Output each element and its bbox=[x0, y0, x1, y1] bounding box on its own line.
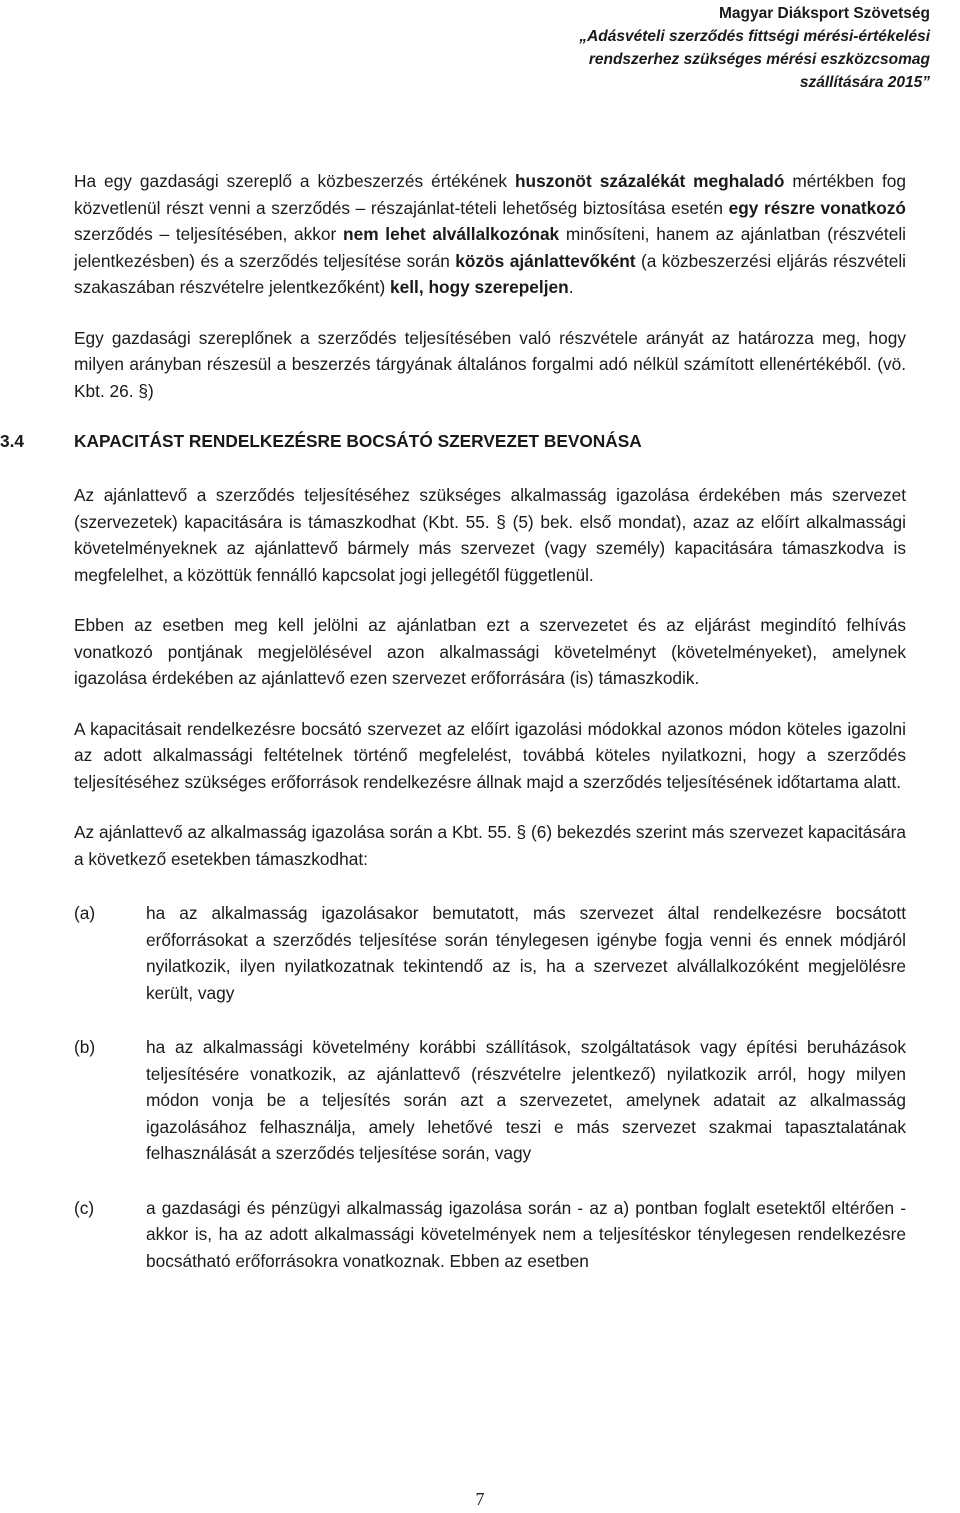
list-item-label: (c) bbox=[74, 1197, 95, 1218]
paragraph-joint-bidder: Ha egy gazdasági szereplő a közbeszerzés értékének huszonöt százalékát meghaladó mértékben fog közvetlenül részt venni a szerződés – részajánlat-tételi lehetőség biztosítása esetén egy részre vonatkozó szerződés – teljesítésében, akkor nem lehet alvállalkozónak minősíteni, hanem az ajánlatban (részvételi jelentkezésben) és a szerződés teljesítése során közös ajánlattevőként (a közbeszerzési eljárás részvételi szakaszában részvételre jelentkezőként) kell, hogy szerepeljen. bbox=[74, 171, 907, 297]
paragraph-participation-ratio: Egy gazdasági szereplőnek a szerződés teljesítésében való részvétele arányát az határozza meg, hogy milyen arányban részesül a beszerzés tárgyának általános forgalmi adó nélkül számított ellenértékéből. (vö. Kbt. 26. §) bbox=[74, 327, 906, 401]
list-item-text: ha az alkalmasság igazolásakor bemutatott, más szervezet által rendelkezésre bocsátott erőforrásokat a szerződés teljesítése során ténylegesen igénybe fogja venni és ennek módjáról nyilatkozik, ilyen nyilatkozatnak tekintendő az is, ha a szervezet alvállalkozóként megjelölésre került, vagy bbox=[146, 903, 906, 1003]
header-title-line-1: „Adásvételi szerződés fittségi mérési-értékelési bbox=[579, 28, 930, 45]
section-heading bbox=[0, 428, 906, 454]
paragraph-capacity: Az ajánlattevő a szerződés teljesítéséhez szükséges alkalmasság igazolása érdekében más szervezet (szervezetek) kapacitására is támaszkodhat (Kbt. 55. § (5) bek. első mondat), azaz az előírt alkalmassági követelményeknek az ajánlattevő bármely más szervezet (vagy személy) kapacitására támaszkodva is megfelelhet, a közöttük fennálló kapcsolat jogi jellegétől függetlenül. bbox=[74, 485, 906, 585]
section-number: 3.4 bbox=[0, 431, 25, 451]
paragraph-designation: Ebben az esetben meg kell jelölni az ajánlatban ezt a szervezetet és az eljárást megindító felhívás vonatkozó pontjának megjelölésével azon alkalmassági követelményt (követelményeket), amelynek igazolása érdekében az ajánlattevő ezen szervezet erőforrására (is) támaszkodik. bbox=[74, 615, 906, 688]
page-number: 7 bbox=[475, 1489, 485, 1509]
list-item-label: (b) bbox=[74, 1037, 96, 1057]
paragraph-verification: A kapacitásait rendelkezésre bocsátó szervezet az előírt igazolási módokkal azonos módon köteles igazolni az adott alkalmassági feltételnek történő megfelelést, továbbá köteles nyilatkozni, hogy a szerződés teljesítéséhez szükséges erőforrások rendelkezésre állnak majd a szerződés teljesítésének időtartama alatt. bbox=[74, 718, 906, 792]
list-item-label: (a) bbox=[74, 903, 96, 923]
list-item-c bbox=[74, 1195, 906, 1275]
section-title: KAPACITÁST RENDELKEZÉSRE BOCSÁTÓ SZERVEZET BEVONÁSA bbox=[74, 431, 642, 451]
document-header bbox=[579, 2, 930, 94]
header-title-line-3: szállítására 2015” bbox=[799, 74, 930, 91]
document-body bbox=[0, 168, 907, 1274]
header-title-line-2: rendszerhez szükséges mérési eszközcsomag bbox=[588, 51, 930, 68]
header-organization: Magyar Diáksport Szövetség bbox=[718, 5, 930, 22]
list-item-b bbox=[74, 1034, 906, 1167]
list-item-text: a gazdasági és pénzügyi alkalmasság igazolása során - az a) pontban foglalt esetektől eltérően - akkor is, ha az adott alkalmassági követelmények nem a teljesítéskor ténylegesen rendelkezésre bocsátható erőforrásokra vonatkoznak. Ebben az esetben bbox=[146, 1197, 906, 1271]
paragraph-cases-intro: Az ajánlattevő az alkalmasság igazolása során a Kbt. 55. § (6) bekezdés szerint más szervezet kapacitására a következő esetekben támaszkodhat: bbox=[74, 822, 906, 869]
list-item-text: ha az alkalmassági követelmény korábbi szállítások, szolgáltatások vagy építési beruházások teljesítésére vonatkozik, az ajánlattevő (részvételre jelentkező) nyilatkozik arról, hogy milyen módon vonja be a teljesítés során azt a szervezetet, amelynek adatait az alkalmasság igazolásához felhasználja, amely lehetővé teszi e más szervezet szakmai tapasztalatának felhasználását a szerződés teljesítése során, vagy bbox=[146, 1037, 906, 1163]
list-item-a bbox=[74, 900, 906, 1006]
